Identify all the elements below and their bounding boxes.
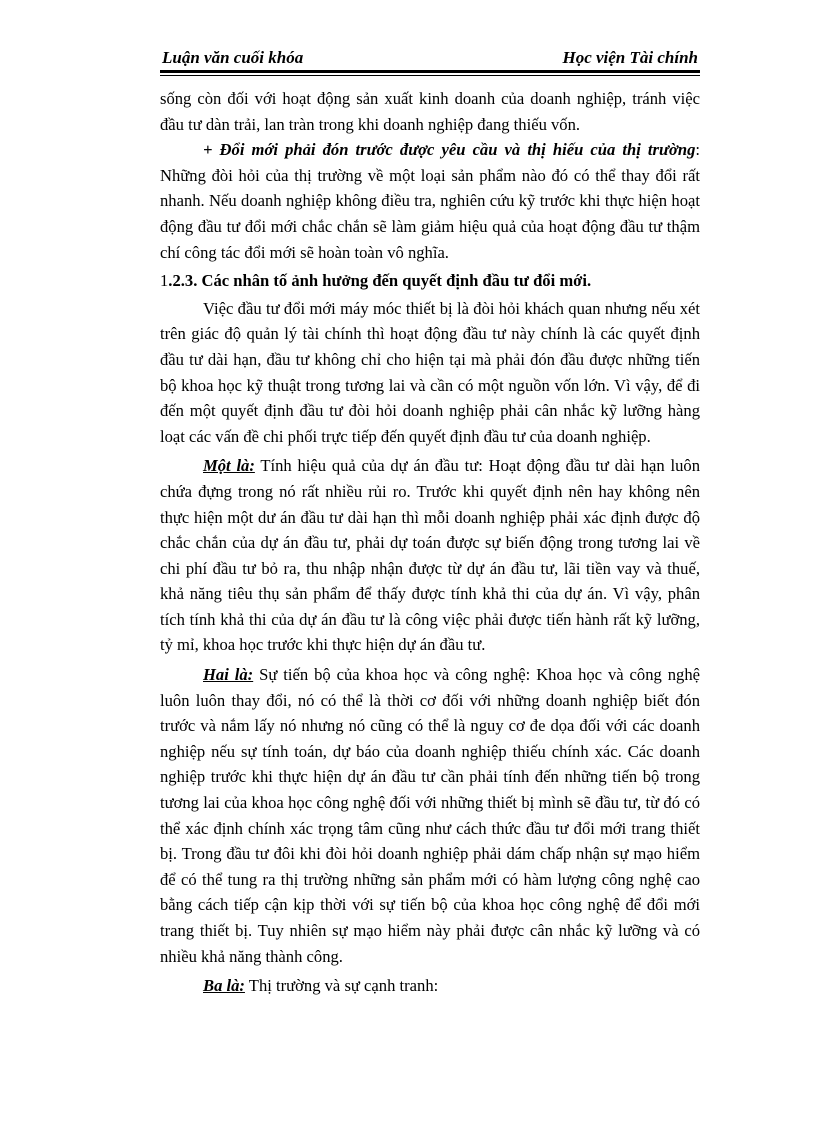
factor-label-two: Hai là:	[203, 665, 254, 685]
paragraph-lead-emphasis: + Đổi mới phải đón trước được yêu cầu và thị hiếu của thị trường	[203, 140, 696, 160]
paragraph-text: Sự tiến bộ của khoa học và công nghệ: Khoa học và công nghệ luôn luôn thay đổi, nó có thể là thời cơ đối với những doanh nghiệp biết đón trước và nắm lấy nó nhưng nó cũng có thể là nguy cơ đe dọa đối với các doanh nghiệp nếu sự tính toán, dự báo của doanh nghiệp thiếu chính xác. Các doanh nghiệp trước khi thực hiện dự án đầu tư cần phải tính đến những tiến bộ trong tương lai của khoa học công nghệ đối với những thiết bị mình sẽ đầu tư, từ đó có thể xác định chính xác trọng tâm cũng như cách thức đầu tư đổi mới trang thiết bị. Trong đầu tư đôi khi đòi hỏi doanh nghiệp phải dám chấp nhận sự mạo hiểm để có thể tung ra thị trường những sản phẩm mới có hàm lượng công nghệ cao bằng cách tiếp cận kịp thời với sự tiến bộ của khoa học công nghệ để đổi mới trang thiết bị. Tuy nhiên sự mạo hiểm này phải được cân nhắc kỹ lưỡng và có nhiều khả năng thành công.	[160, 665, 700, 966]
section-title: .2.3. Các nhân tố ảnh hưởng đến quyết định đầu tư đổi mới.	[168, 271, 592, 291]
header-rule-thick	[160, 70, 700, 73]
section-heading	[160, 268, 700, 294]
paragraph-text: : Những đòi hỏi của thị trường về một loại sản phẩm nào đó có thể thay đổi rất nhanh. Nếu doanh nghiệp không điều tra, nghiên cứu kỹ trước khi thực hiện hoạt động đầu tư đổi mới chắc chắn sẽ làm giảm hiệu quả của hoạt động đầu tư thậm chí công tác đổi mới sẽ hoàn toàn vô nghĩa.	[160, 140, 700, 262]
paragraph-text: Thị trường và sự cạnh tranh:	[244, 976, 439, 996]
paragraph-text: Tính hiệu quả của dự án đầu tư: Hoạt động đầu tư dài hạn luôn chứa đựng trong nó rất nhiều rủi ro. Trước khi quyết định nên hay không nên thực hiện một dư án đầu tư dài hạn thì mỗi doanh nghiệp phải xác định được độ chắc chắn của dự án đầu tư, phải dự toán được sự biến động trong tương lai về chi phí đầu tư bỏ ra, thu nhập nhận được từ dự án đầu tư, lãi tiền vay và thuế, khả năng tiêu thụ sản phẩm để thấy được tính khả thi của dự án. Vì vậy, phân tích tính khả thi của dự án đầu tư là công việc phải được tiến hành rất kỹ lưỡng, tỷ mỉ, khoa học trước khi thực hiện dự án đầu tư.	[160, 456, 700, 655]
header-rule-thin	[160, 75, 700, 76]
paragraph-intro: Việc đầu tư đổi mới máy móc thiết bị là đòi hỏi khách quan nhưng nếu xét trên giác độ quản lý tài chính thì hoạt động đầu tư này chính là các quyết định đầu tư dài hạn, đầu tư không chỉ cho hiện tại mà phải đón đầu được những tiến bộ khoa học kỹ thuật trong tương lai và cần có một nguồn vốn lớn. Vì vậy, để đi đến một quyết định đầu tư đòi hỏi doanh nghiệp phải cân nhắc kỹ lưỡng hàng loạt các vấn đề chi phối trực tiếp đến quyết định đầu tư của doanh nghiệp.	[160, 298, 700, 446]
paragraph-factor-one	[160, 453, 700, 658]
section-number-prefix: 1	[160, 271, 169, 291]
page-header	[160, 44, 700, 70]
paragraph-factor-three	[160, 973, 700, 999]
header-left-title: Luận văn cuối khóa	[162, 48, 304, 67]
page-body	[160, 86, 700, 999]
paragraph-continuation: sống còn đối với hoạt động sản xuất kinh doanh của doanh nghiệp, tránh việc đầu tư dàn trải, lan tràn trong khi doanh nghiệp đang thiếu vốn.	[160, 89, 700, 134]
factor-label-three: Ba là:	[203, 976, 245, 996]
factor-label-one: Một là:	[203, 456, 255, 476]
header-right-title: Học viện Tài chính	[562, 48, 698, 67]
paragraph-market-demand	[160, 137, 700, 265]
paragraph-factor-two	[160, 662, 700, 969]
